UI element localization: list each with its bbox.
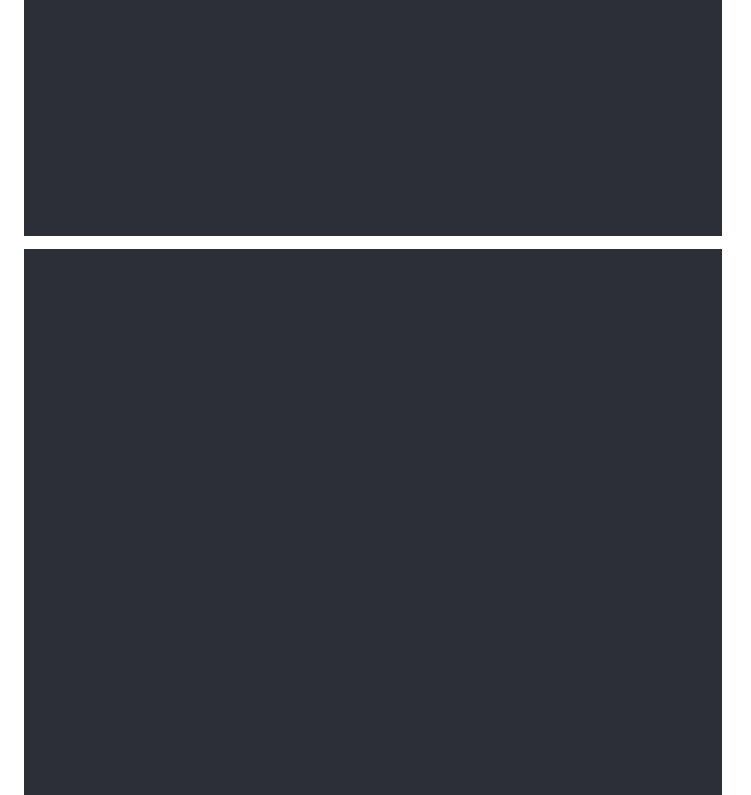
top-message-panel <box>24 0 722 236</box>
divider-strip <box>24 236 722 249</box>
reply-message-panel <box>24 249 722 795</box>
